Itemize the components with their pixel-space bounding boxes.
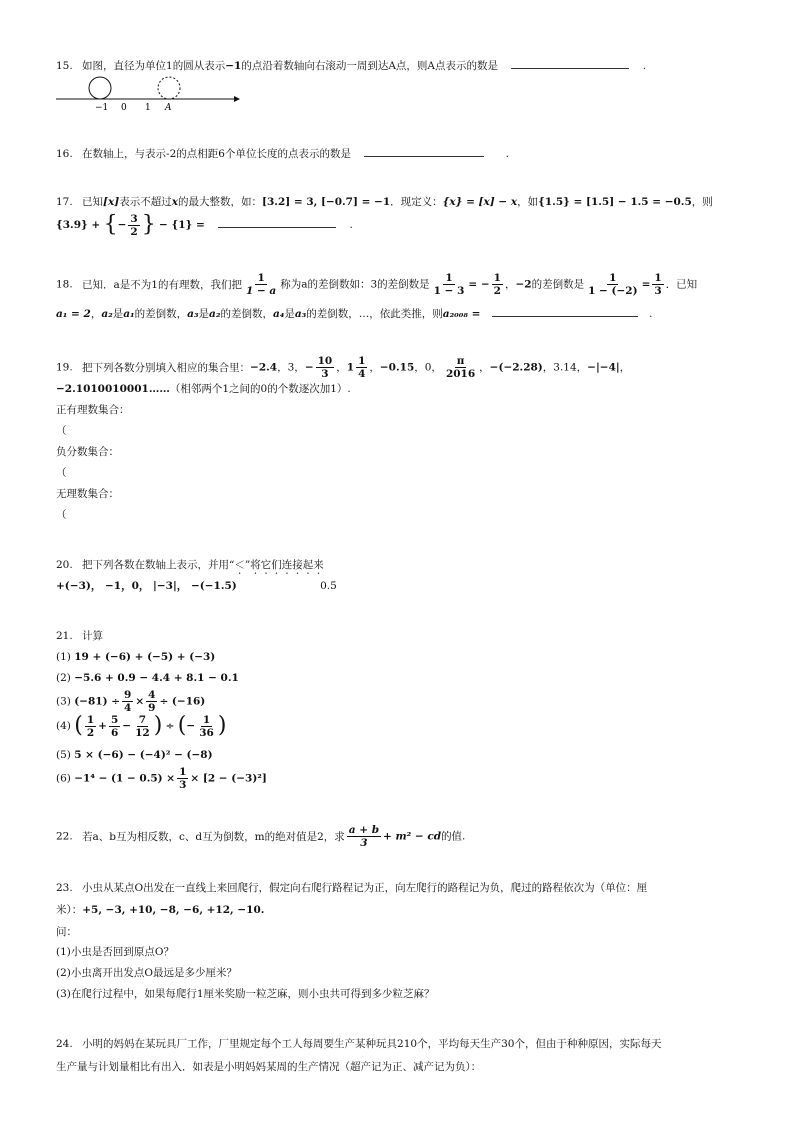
left-paren: ( <box>74 713 83 738</box>
question-text: ，如 <box>517 196 539 208</box>
fraction <box>177 766 188 791</box>
math-operator: + <box>98 720 107 733</box>
numerator: a + b <box>348 824 380 836</box>
axis-label: 0 <box>121 103 127 112</box>
numerator: 1 <box>202 713 211 726</box>
question-23-line-2 <box>56 904 264 917</box>
left-paren: ( <box>177 713 187 738</box>
math-expression: × [2 − (−3)²] <box>190 772 267 785</box>
question-text: 米）： <box>56 904 83 916</box>
question-19-line-2 <box>56 383 351 396</box>
denominator: 2 <box>130 225 138 238</box>
question-number: 19. <box>56 361 73 374</box>
fraction <box>197 714 216 739</box>
math-expression: −5.6 + 0.9 − 4.4 + 8.1 − 0.1 <box>74 672 239 684</box>
question-number: 21. <box>56 630 73 642</box>
sub-number: (1) <box>56 651 71 663</box>
right-paren: ) <box>153 713 163 738</box>
question-21 <box>56 630 103 643</box>
question-17-line-2 <box>56 212 353 238</box>
math-expression: ÷ (−16) <box>159 695 206 708</box>
question-text: 的值. <box>441 830 466 843</box>
numerator: 1 <box>257 272 265 284</box>
denominator: 3 <box>321 368 329 381</box>
denominator: 4 <box>358 368 366 381</box>
numerator: 7 <box>138 713 147 726</box>
whole-part: 1 <box>346 361 355 374</box>
fraction <box>492 272 503 297</box>
denominator: 4 <box>124 702 132 715</box>
numerator: 4 <box>148 689 156 701</box>
math-variable: a₂ <box>101 308 113 320</box>
separator: ， <box>336 361 347 374</box>
math-operator: − <box>186 720 196 733</box>
question-17 <box>56 196 713 209</box>
left-brace: { <box>103 212 118 237</box>
separator: ， <box>369 361 380 374</box>
question-text: 是 <box>284 308 295 320</box>
math-expression: {1.5} = [1.5] − 1.5 = −0.5 <box>538 196 692 208</box>
minus-sign: − <box>117 219 127 232</box>
sub-number: (6) <box>56 772 71 785</box>
denominator: 36 <box>199 726 214 739</box>
math-expression: −1⁴ − (1 − 0.5) × <box>74 772 176 785</box>
period: . <box>642 60 647 72</box>
fraction <box>356 355 367 380</box>
number-list: +(−3)， −1，0， |−3|， −(−1.5) <box>56 580 237 592</box>
math-expression: = <box>641 278 651 291</box>
question-text: 是 <box>112 308 124 320</box>
question-text: 已知 <box>82 196 104 208</box>
denominator: 9 <box>148 702 156 715</box>
math-expression: −1 <box>225 60 242 72</box>
axis-label: A <box>165 103 172 112</box>
denominator: 2 <box>493 285 501 298</box>
question-16 <box>56 146 509 161</box>
emphasized-text: “＜”将它们连接起来 <box>229 559 324 571</box>
dashed-circle <box>158 77 180 99</box>
denominator: 2016 <box>445 368 476 381</box>
question-text: 的差倒数是 <box>531 278 585 291</box>
separator: ，0， <box>414 361 442 374</box>
math-expression: a₂₀₀₈ = <box>442 308 481 320</box>
math-expression: +5, −3, +10, −8, −6, +12, −10. <box>82 904 265 916</box>
period: . <box>349 219 353 232</box>
fraction <box>146 689 157 714</box>
question-text: 已知．a是不为1的有理数，我们把 <box>82 278 242 291</box>
question-text: 是 <box>198 308 210 320</box>
numerator: 1 <box>358 355 366 367</box>
separator: ，3， <box>277 361 305 374</box>
fraction <box>586 272 639 297</box>
question-text: 的点沿着数轴向右滚动一周到达A点，则A点表示的数是 <box>241 60 499 72</box>
math-variable: x <box>171 196 179 208</box>
question-text: 在数轴上，与表示-2的点相距6个单位长度的点表示的数是 <box>82 148 351 160</box>
numerator: 1 <box>445 272 453 284</box>
question-19 <box>56 355 630 380</box>
question-15 <box>56 58 646 73</box>
math-expression: (−81) ÷ <box>74 695 121 708</box>
sub-question-3: (3)在爬行过程中，如果每爬行1厘米奖励一粒芝麻，则小虫共可得到多少粒芝麻？ <box>56 988 435 1000</box>
numerator: π <box>456 355 465 367</box>
question-24 <box>56 1038 661 1051</box>
question-text: 的最大整数，如： <box>178 196 263 208</box>
math-expression: {x} = [x] − x <box>442 196 518 208</box>
denominator: 6 <box>110 726 119 739</box>
sub-number: (4) <box>56 720 71 733</box>
separator: ，3.14， <box>542 361 588 374</box>
denominator: 1 − (−2) <box>588 285 638 298</box>
fraction <box>122 689 133 714</box>
sub-number: (3) <box>56 695 71 708</box>
question-text: 小虫从某点O出发在一直线上来回爬行，假定向右爬行路程记为正，向左爬行的路程记为负，爬过的路程依次为（单位：厘 <box>82 882 648 894</box>
right-paren: ) <box>217 713 227 738</box>
set-label-negative-fraction: 负分数集合： <box>56 446 119 458</box>
fraction <box>109 714 120 739</box>
sub-number: (5) <box>56 749 71 761</box>
number-line-figure <box>56 72 241 112</box>
sub-question-1: (1)小虫是否回到原点O？ <box>56 946 174 958</box>
math-expression: 19 + (−6) + (−5) + (−3) <box>74 651 216 663</box>
answer-blank[interactable] <box>511 58 629 69</box>
period: . <box>505 148 509 160</box>
denominator: 3 <box>179 779 187 792</box>
number-item: −2.1010010001…… <box>56 383 170 395</box>
math-expression: × <box>135 695 145 708</box>
question-text: 的差倒数， <box>134 308 188 320</box>
fraction <box>244 272 278 297</box>
question-text: （相邻两个1之间的0的个数逐次加1）. <box>169 383 351 395</box>
fraction <box>316 355 335 380</box>
question-number: 16. <box>56 148 73 160</box>
set-input-negative-fraction[interactable]: （ <box>56 467 67 479</box>
solid-circle <box>89 77 111 99</box>
math-variable: a₂ <box>209 308 221 320</box>
axis-label: 1 <box>145 103 151 112</box>
math-expression: {3.9} + <box>56 219 101 232</box>
numerator: 3 <box>130 212 138 225</box>
denominator: 2 <box>86 726 95 739</box>
question-text: ．已知 <box>665 278 698 291</box>
fraction <box>133 714 152 739</box>
question-number: 18. <box>56 278 73 291</box>
question-18 <box>56 272 697 297</box>
question-text: 表示不超过 <box>119 196 172 208</box>
question-text: 把下列各数分别填入相应的集合里： <box>82 361 251 374</box>
sub-question-4 <box>56 713 226 739</box>
math-variable: a₃ <box>187 308 199 320</box>
minus-sign: − <box>304 361 314 374</box>
numerator: 1 <box>86 713 95 726</box>
numerator: 1 <box>654 272 662 284</box>
fraction <box>652 272 663 297</box>
denominator: 12 <box>135 726 150 739</box>
math-operator: ÷ <box>165 720 175 733</box>
question-text: ， <box>90 308 102 320</box>
question-text: 的差倒数， <box>220 308 273 320</box>
question-number: 24. <box>56 1038 73 1050</box>
question-number: 20. <box>56 559 73 571</box>
math-operator: − <box>122 720 132 733</box>
sub-number: (2) <box>56 672 71 684</box>
math-expression: − {1} = <box>159 219 205 232</box>
separator: ， <box>619 361 631 374</box>
question-23 <box>56 882 647 895</box>
question-20-line-2 <box>56 580 337 593</box>
separator: ， <box>479 361 490 374</box>
arrow-icon <box>234 96 240 102</box>
repeating-decimal: −0.15 <box>379 361 415 374</box>
fraction <box>432 272 467 297</box>
answer-blank[interactable] <box>218 217 336 228</box>
answer-blank[interactable] <box>364 146 484 157</box>
sub-question-3 <box>56 689 205 714</box>
sub-question-6 <box>56 766 267 791</box>
math-expression: = − <box>468 278 490 291</box>
period: . <box>649 308 653 320</box>
question-text: 把下列各数在数轴上表示，并用 <box>82 559 230 571</box>
fraction <box>444 355 477 380</box>
question-text: 的差倒数，…，依此类推，则 <box>306 308 443 320</box>
right-brace: } <box>141 212 156 237</box>
set-label-positive-rational: 正有理数集合： <box>56 404 130 416</box>
fraction <box>347 824 381 849</box>
numerator: 1 <box>493 272 501 284</box>
question-20 <box>56 559 324 577</box>
number-item: −2.4 <box>250 361 278 374</box>
numerator: 9 <box>124 689 132 701</box>
numerator: 1 <box>609 272 617 284</box>
math-variable: a₄ <box>272 308 285 320</box>
denominator: 1 − a <box>246 285 277 298</box>
sub-question-1 <box>56 651 215 664</box>
math-expression: [3.2] = 3, [−0.7] = −1 <box>262 196 391 208</box>
denominator: 1 − 3 <box>433 285 465 298</box>
number-item: −(−2.28) <box>489 361 543 374</box>
number-item: −|−4| <box>587 361 620 374</box>
sub-question-2: (2)小虫离开出发点O最远是多少厘米？ <box>56 967 237 979</box>
axis-label: −1 <box>95 103 109 112</box>
numerator: 1 <box>179 766 187 778</box>
sub-question-2 <box>56 672 239 685</box>
question-number: 17. <box>56 196 73 208</box>
question-text: ， <box>504 278 516 291</box>
math-variable: a₁ <box>123 308 135 320</box>
math-variable: a₃ <box>294 308 307 320</box>
denominator: 3 <box>654 285 662 298</box>
math-expression: [x] <box>103 196 120 208</box>
fraction <box>85 714 96 739</box>
math-expression: a₁ = 2 <box>56 308 91 320</box>
question-text: ．现定义： <box>390 196 443 208</box>
question-text: 若a、b互为相反数，c、d互为倒数，m的绝对值是2，求 <box>82 830 345 843</box>
fraction <box>128 213 139 238</box>
question-number: 23. <box>56 882 73 894</box>
question-text: 问： <box>56 926 77 938</box>
question-text: ，则 <box>691 196 713 208</box>
answer-blank[interactable] <box>492 306 638 317</box>
set-label-irrational: 无理数集合： <box>56 488 119 500</box>
math-expression: −2 <box>515 278 532 291</box>
denominator: 3 <box>360 837 368 850</box>
question-number: 22. <box>56 830 73 843</box>
question-text: 小明的妈妈在某玩具厂工作，厂里规定每个工人每周要生产某种玩具210个，平均每天生产30个，但由于种种原因，实际每天 <box>82 1038 662 1050</box>
question-18-line-2 <box>56 306 652 321</box>
set-input-positive-rational[interactable]: （ <box>56 425 67 437</box>
question-text: 计算 <box>82 630 104 642</box>
math-expression: + m² − cd <box>383 830 442 843</box>
math-expression: 5 × (−6) − (−4)² − (−8) <box>74 749 213 761</box>
question-22 <box>56 824 465 849</box>
set-input-irrational[interactable]: （ <box>56 509 67 521</box>
question-text: 称为a的差倒数如：3的差倒数是 <box>280 278 430 291</box>
question-text: 生产量与计划量相比有出入．如表是小明妈妈某周的生产情况（超产记为正、减产记为负）： <box>56 1061 482 1073</box>
numerator: 10 <box>317 355 333 367</box>
numerator: 5 <box>110 713 119 726</box>
question-number: 15. <box>56 60 73 72</box>
question-text: 如图，直径为单位1的圆从表示 <box>82 60 226 72</box>
number-item: 0.5 <box>320 580 337 592</box>
sub-question-5 <box>56 749 213 762</box>
